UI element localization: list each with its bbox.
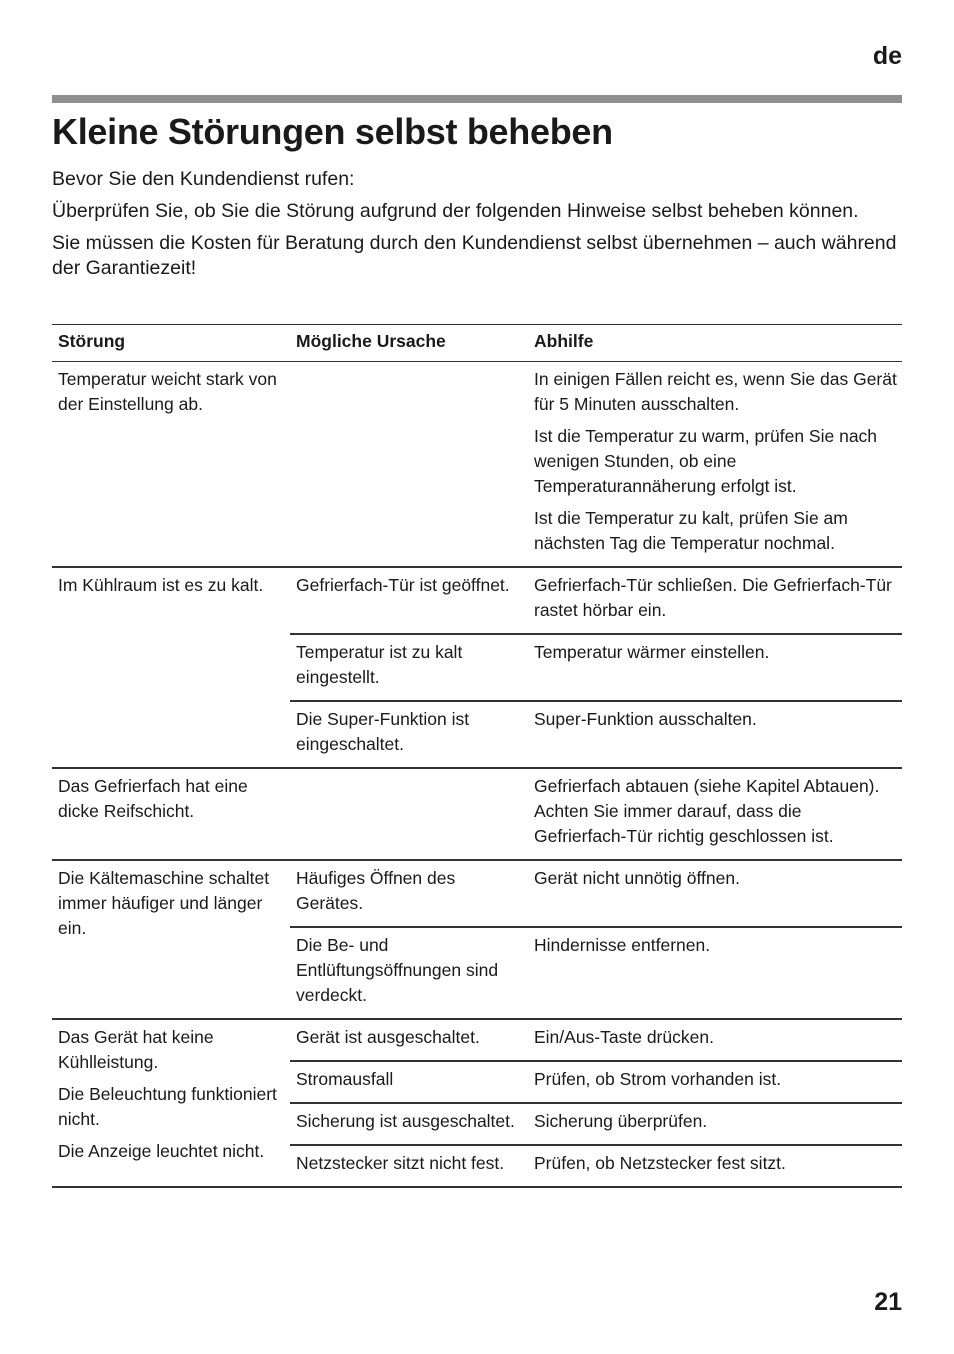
ursache-cell <box>290 769 528 859</box>
stoerung-text: Das Gefrierfach hat eine dicke Reifschicht. <box>58 776 248 821</box>
stoerung-text: Das Gerät hat keine Kühlleistung. <box>58 1027 214 1072</box>
page-number: 21 <box>874 1288 902 1316</box>
troubleshooting-table <box>52 324 902 1188</box>
ursache-cell: Gerät ist ausgeschaltet. <box>296 1027 480 1047</box>
abhilfe-cell <box>528 1020 902 1060</box>
abhilfe-text: Gefrierfach abtauen (siehe Kapitel Abtauen). Achten Sie immer darauf, dass die Gefrierfach-Tür richtig geschlossen ist. <box>534 776 880 846</box>
stoerung-cell <box>52 362 290 566</box>
abhilfe-text: Gerät nicht unnötig öffnen. <box>534 868 740 888</box>
ursache-cell <box>290 362 528 566</box>
stoerung-text: Die Beleuchtung funktioniert nicht. <box>58 1084 277 1129</box>
stoerung-cell <box>52 861 290 1018</box>
stoerung-cell <box>52 769 290 859</box>
stoerung-text: Die Anzeige leuchtet nicht. <box>58 1141 265 1161</box>
intro-paragraph: Überprüfen Sie, ob Sie die Störung aufgrund der folgenden Hinweise selbst beheben können. <box>52 200 859 222</box>
table-group <box>52 859 902 1018</box>
abhilfe-cell <box>528 1146 902 1186</box>
abhilfe-text: Gefrierfach-Tür schließen. Die Gefrierfach-Tür rastet hörbar ein. <box>534 575 892 620</box>
table-group <box>52 566 902 767</box>
cause-remedy-list <box>290 362 902 566</box>
ursache-cell: Häufiges Öffnen des Gerätes. <box>296 868 456 913</box>
stoerung-text: Temperatur weicht stark von der Einstellung ab. <box>58 369 277 414</box>
abhilfe-cell <box>528 1104 902 1144</box>
intro-paragraph: Bevor Sie den Kundendienst rufen: <box>52 168 355 190</box>
table-row <box>290 700 902 767</box>
cause-remedy-list <box>290 568 902 767</box>
abhilfe-cell <box>528 1062 902 1102</box>
cause-remedy-list <box>290 769 902 859</box>
ursache-cell: Netzstecker sitzt nicht fest. <box>296 1153 505 1173</box>
ursache-cell: Temperatur ist zu kalt eingestellt. <box>296 642 463 687</box>
page-title: Kleine Störungen selbst beheben <box>52 111 613 152</box>
table-row <box>290 362 902 566</box>
abhilfe-cell <box>528 702 902 767</box>
abhilfe-text: Super-Funktion ausschalten. <box>534 709 757 729</box>
cause-remedy-list <box>290 1020 902 1186</box>
table-header-row <box>52 325 902 362</box>
abhilfe-text: Prüfen, ob Netzstecker fest sitzt. <box>534 1153 786 1173</box>
ursache-cell: Die Super-Funktion ist eingeschaltet. <box>296 709 470 754</box>
abhilfe-text: Prüfen, ob Strom vorhanden ist. <box>534 1069 782 1089</box>
abhilfe-cell <box>528 362 902 566</box>
ursache-cell: Gefrierfach-Tür ist geöffnet. <box>296 575 510 595</box>
table-row <box>290 568 902 633</box>
intro-text <box>52 167 902 288</box>
header-stoerung: Störung <box>58 331 126 351</box>
table-group <box>52 362 902 566</box>
table-row <box>290 769 902 859</box>
table-row <box>290 926 902 1018</box>
abhilfe-text: Hindernisse entfernen. <box>534 935 711 955</box>
table-group <box>52 767 902 859</box>
stoerung-text: Im Kühlraum ist es zu kalt. <box>58 575 264 595</box>
table-row <box>290 861 902 926</box>
stoerung-text: Die Kältemaschine schaltet immer häufiger und länger ein. <box>58 868 270 938</box>
table-row <box>290 1102 902 1144</box>
abhilfe-text: Ist die Temperatur zu kalt, prüfen Sie am nächsten Tag die Temperatur nochmal. <box>534 508 848 553</box>
stoerung-cell <box>52 568 290 767</box>
language-label: de <box>872 42 902 70</box>
table-row <box>290 633 902 700</box>
abhilfe-text: Sicherung überprüfen. <box>534 1111 708 1131</box>
header-abhilfe: Abhilfe <box>534 331 594 351</box>
abhilfe-cell <box>528 928 902 1018</box>
table-group <box>52 1018 902 1186</box>
table-row <box>290 1020 902 1060</box>
header-ursache: Mögliche Ursache <box>296 331 446 351</box>
cause-remedy-list <box>290 861 902 1018</box>
ursache-cell: Die Be- und Entlüftungsöffnungen sind verdeckt. <box>296 935 499 1005</box>
abhilfe-cell <box>528 769 902 859</box>
intro-paragraph: Sie müssen die Kosten für Beratung durch den Kundendienst selbst übernehmen – auch während der Garantiezeit! <box>52 232 897 279</box>
ursache-cell: Sicherung ist ausgeschaltet. <box>296 1111 515 1131</box>
abhilfe-text: Temperatur wärmer einstellen. <box>534 642 770 662</box>
abhilfe-cell <box>528 861 902 926</box>
abhilfe-text: Ist die Temperatur zu warm, prüfen Sie nach wenigen Stunden, ob eine Temperaturannäherung erfolgt ist. <box>534 426 878 496</box>
title-rule <box>52 95 902 103</box>
abhilfe-text: In einigen Fällen reicht es, wenn Sie das Gerät für 5 Minuten ausschalten. <box>534 369 897 414</box>
ursache-cell: Stromausfall <box>296 1069 394 1089</box>
table-row <box>290 1144 902 1186</box>
abhilfe-text: Ein/Aus-Taste drücken. <box>534 1027 714 1047</box>
abhilfe-cell <box>528 568 902 633</box>
abhilfe-cell <box>528 635 902 700</box>
stoerung-cell <box>52 1020 290 1186</box>
table-row <box>290 1060 902 1102</box>
